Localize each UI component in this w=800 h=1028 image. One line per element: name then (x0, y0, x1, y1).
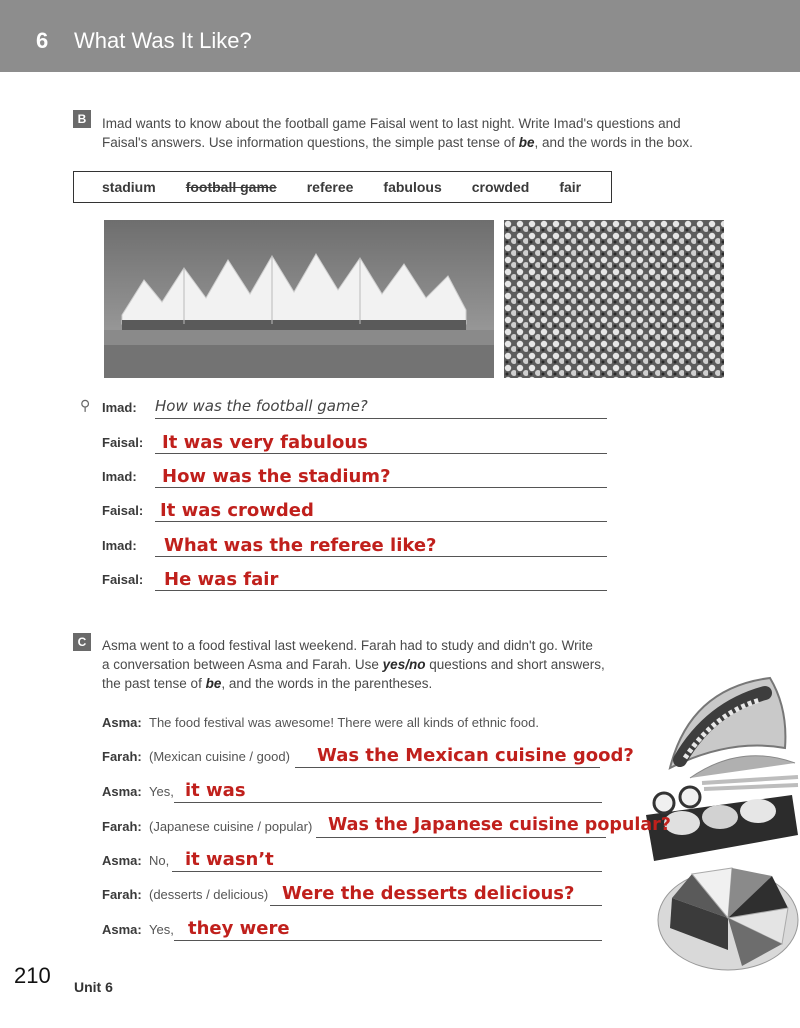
word-referee: referee (306, 179, 354, 195)
speaker-label: Asma: (102, 784, 142, 799)
word-box (73, 171, 612, 203)
speaker-label: Faisal: (102, 435, 144, 450)
instruction-line: the past tense of be, and the words in the parentheses. (102, 676, 433, 691)
section-c-instructions (102, 636, 702, 693)
answer-line (316, 837, 606, 838)
written-answer[interactable]: He was fair (164, 569, 279, 590)
taco-photo (660, 668, 800, 786)
answer-line (174, 802, 602, 803)
speaker-label: Farah: (102, 749, 142, 764)
page-number: 210 (14, 963, 51, 988)
dialogue-row-b4 (102, 500, 607, 522)
written-answer[interactable]: Was the Japanese cuisine popular? (328, 815, 671, 835)
dialogue-cue: No, (149, 853, 170, 868)
instruction-line: Asma went to a food festival last weekend. Farah had to study and didn't go. Write (102, 638, 593, 653)
example-answer: How was the football game? (155, 397, 368, 415)
answer-line (155, 418, 607, 419)
instruction-line: a conversation between Asma and Farah. Use yes/no questions and short answers, (102, 657, 605, 672)
word-fabulous: fabulous (383, 179, 442, 195)
answer-line (155, 521, 607, 522)
written-answer[interactable]: Were the desserts delicious? (282, 883, 575, 904)
unit-label: Unit 6 (74, 979, 113, 995)
word-fair: fair (559, 179, 582, 195)
section-b-instructions (102, 114, 702, 152)
bulb-icon: ⚲ (80, 397, 91, 413)
answer-line (174, 940, 602, 941)
unit-number: 6 (36, 28, 49, 53)
section-c-label: C (73, 633, 91, 651)
dialogue-row-b1 (80, 397, 607, 419)
dialogue-cue: The food festival was awesome! There were all kinds of ethnic food. (149, 715, 539, 730)
answer-line (295, 767, 600, 768)
dialogue-row-c6 (102, 884, 607, 906)
answer-line (155, 590, 607, 591)
speaker-label: Farah: (102, 887, 142, 902)
written-answer[interactable]: What was the referee like? (164, 535, 437, 556)
word-football-game: football game (185, 179, 277, 195)
written-answer[interactable]: How was the stadium? (162, 466, 391, 487)
word-crowded: crowded (471, 179, 530, 195)
page-header (0, 0, 800, 72)
instruction-line: Faisal's answers. Use information questions, the simple past tense of be, and the words in the box. (102, 135, 693, 150)
written-answer[interactable]: they were (188, 918, 290, 939)
speaker-label: Imad: (102, 400, 137, 415)
dialogue-cue: Yes, (149, 784, 174, 799)
speaker-label: Faisal: (102, 503, 144, 518)
speaker-label: Imad: (102, 538, 137, 553)
written-answer[interactable]: it was (185, 780, 246, 801)
dialogue-row-b5 (102, 535, 607, 557)
written-answer[interactable]: It was very fabulous (162, 432, 368, 453)
section-b-label: B (73, 110, 91, 128)
speaker-label: Imad: (102, 469, 137, 484)
answer-line (270, 905, 602, 906)
dialogue-cue: (Japanese cuisine / popular) (149, 819, 313, 834)
dialogue-row-c5 (102, 850, 607, 872)
speaker-label: Farah: (102, 819, 142, 834)
dialogue-row-c3 (102, 781, 607, 803)
speaker-label: Asma: (102, 853, 142, 868)
dialogue-row-c1 (102, 712, 607, 734)
instruction-line: Imad wants to know about the football game Faisal went to last night. Write Imad's questions and (102, 116, 681, 131)
speaker-label: Faisal: (102, 572, 144, 587)
speaker-label: Asma: (102, 922, 142, 937)
written-answer[interactable]: It was crowded (160, 500, 314, 521)
stadium-photo (104, 220, 494, 378)
answer-line (155, 487, 607, 488)
word-stadium: stadium (102, 179, 156, 195)
written-answer[interactable]: it wasn’t (185, 849, 274, 870)
speaker-label: Asma: (102, 715, 142, 730)
answer-line (155, 453, 607, 454)
desserts-photo (652, 858, 800, 974)
crowd-photo (504, 220, 724, 378)
dialogue-cue: (Mexican cuisine / good) (149, 749, 290, 764)
dialogue-row-c4 (102, 815, 671, 838)
written-answer[interactable]: Was the Mexican cuisine good? (317, 745, 634, 766)
answer-line (155, 556, 607, 557)
dialogue-row-b3 (102, 466, 607, 488)
answer-line (172, 871, 602, 872)
page-title: What Was It Like? (74, 28, 252, 53)
dialogue-cue: (desserts / delicious) (149, 887, 269, 902)
dialogue-row-b2 (102, 432, 607, 454)
dialogue-row-c2 (102, 745, 634, 768)
dialogue-cue: Yes, (149, 922, 174, 937)
dialogue-row-b6 (102, 569, 607, 591)
dialogue-row-c7 (102, 919, 607, 941)
